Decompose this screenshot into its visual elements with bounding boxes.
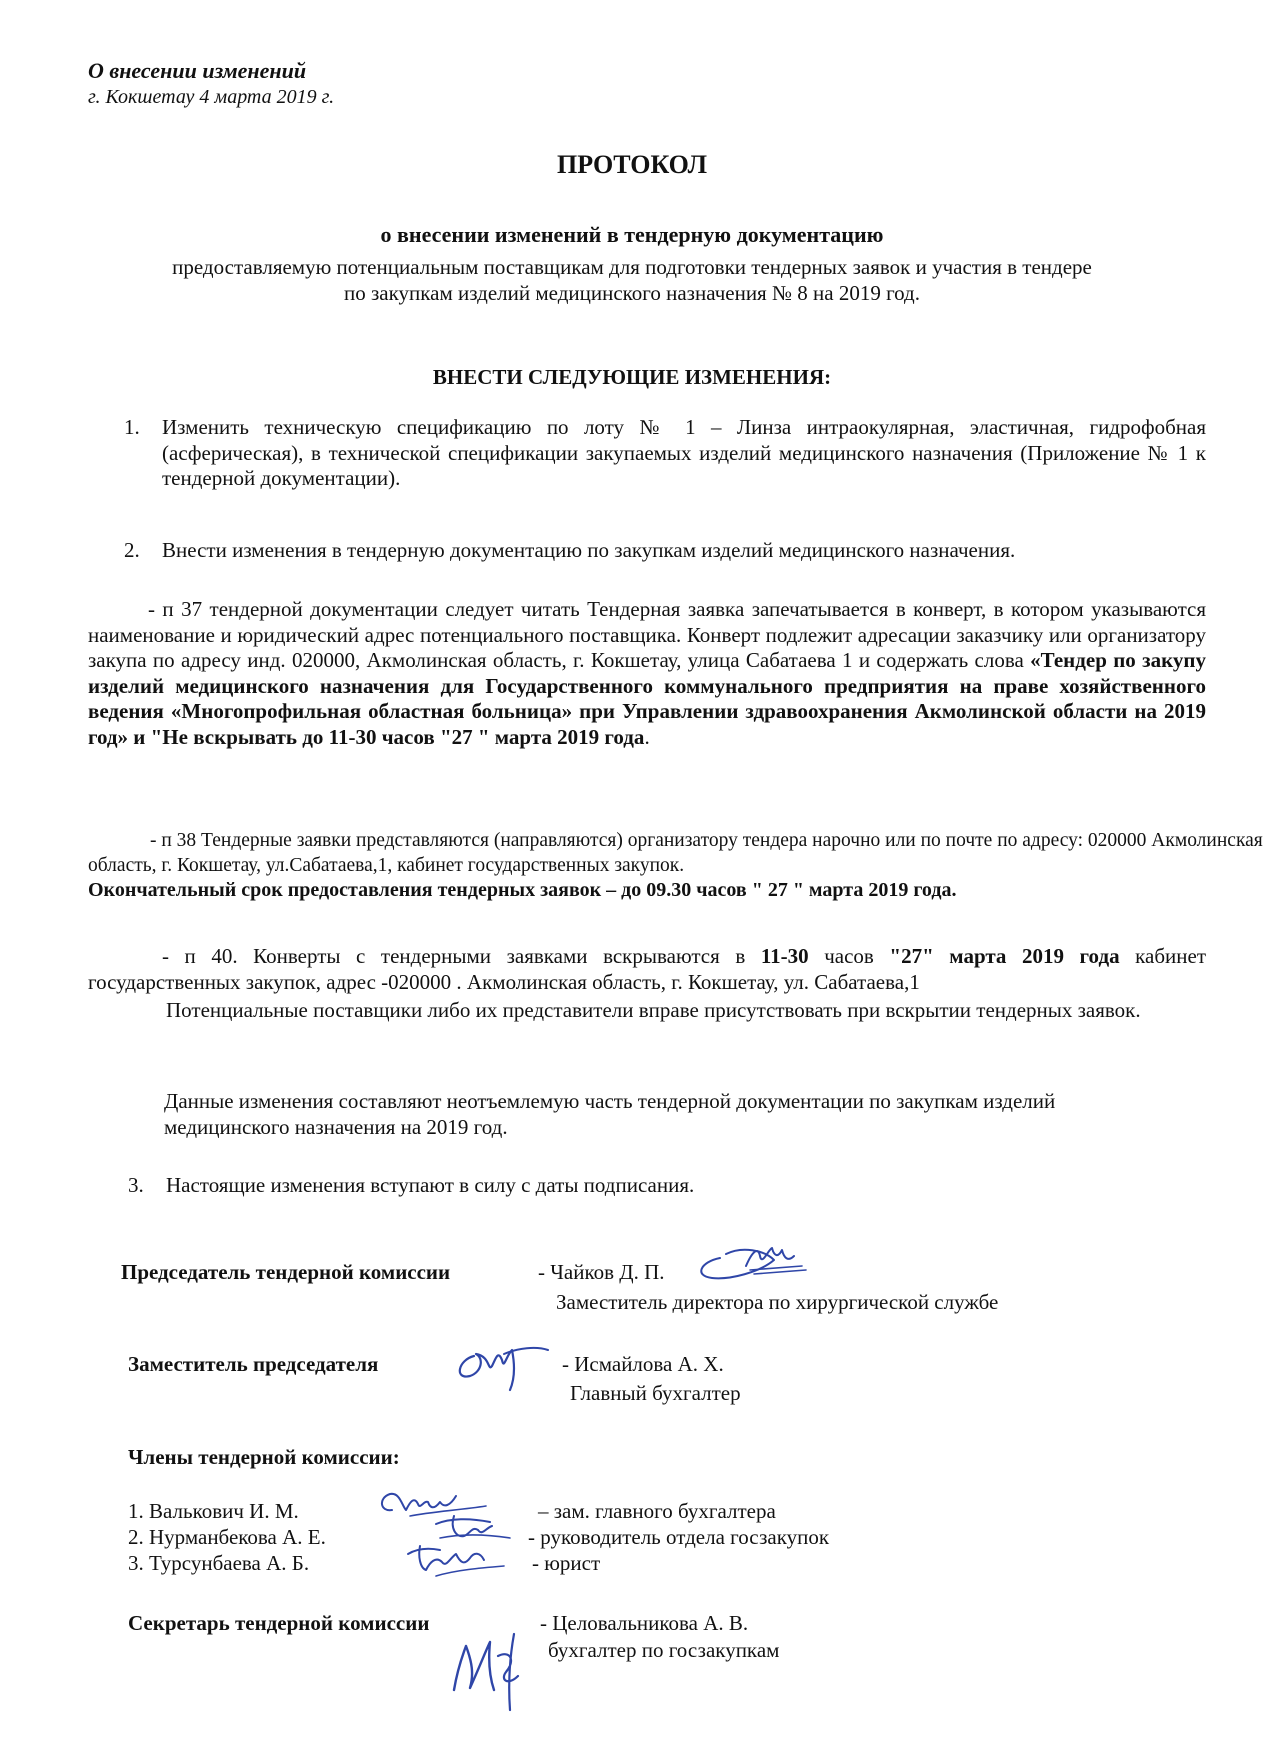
member-3-signature — [400, 1536, 510, 1580]
member-2-role: - руководитель отдела госзакупок — [528, 1525, 830, 1549]
paragraph-37-tail: . — [644, 724, 650, 749]
deputy-position: Главный бухгалтер — [570, 1381, 741, 1405]
paragraph-40-c: часов — [808, 944, 890, 968]
secretary-name: - Целовальникова А. В. — [540, 1611, 749, 1635]
deputy-name: - Исмайлова А. Х. — [562, 1352, 724, 1376]
member-3-name: 3. Турсунбаева А. Б. — [128, 1551, 310, 1575]
member-3-role: - юрист — [532, 1551, 601, 1575]
header-place-date: г. Кокшетау 4 марта 2019 г. — [88, 86, 335, 108]
header-title: О внесении изменений — [88, 58, 307, 83]
item-2-number: 2. — [124, 538, 140, 562]
chair-name: - Чайков Д. П. — [538, 1260, 665, 1284]
member-2-name: 2. Нурманбекова А. Е. — [128, 1525, 326, 1549]
deputy-signature — [444, 1336, 554, 1396]
secretary-signature — [444, 1616, 534, 1716]
paragraph-40-d: кабинет государственных закупок, адрес -020000 . Акмолинская область, г. Кокшетау, ул. Сабатаева,1 — [88, 944, 1207, 994]
chair-signature — [690, 1236, 810, 1282]
members-label: Члены тендерной комиссии: — [128, 1445, 400, 1469]
secretary-label: Секретарь тендерной комиссии — [128, 1611, 430, 1635]
member-1-name: 1. Валькович И. М. — [128, 1499, 299, 1523]
deputy-label: Заместитель председателя — [128, 1352, 379, 1376]
changes-heading: ВНЕСТИ СЛЕДУЮЩИЕ ИЗМЕНЕНИЯ: — [432, 365, 832, 389]
item-3-text: Настоящие изменения вступают в силу с даты подписания. — [166, 1173, 695, 1197]
paragraph-40 — [88, 943, 1206, 995]
doc-subtitle-line2: предоставляемую потенциальным поставщикам для подготовки тендерных заявок и участия в тендере — [172, 255, 1092, 279]
item-1-number: 1. — [124, 415, 140, 439]
paragraph-37-lead: - п 37 тендерной документации следует читать Тендерная заявка запечатывается в конверт, в котором указываются наименование и юридический адрес потенциального поставщика. Конверт подлежит адресации заказчику или организатору закупа по адресу инд. 020000, Акмолинская область, г. Кокшетау, улица Сабатаева 1 и содержать слова — [88, 597, 1206, 672]
paragraph-38: - п 38 Тендерные заявки представляются (направляются) организатору тендера нарочно или по почте по адресу: 020000 Акмолинская область, г. Кокшетау, ул.Сабатаева,1, кабинет государственных закупок. — [88, 830, 1263, 876]
doc-title: ПРОТОКОЛ — [557, 150, 707, 179]
member-1-role: – зам. главного бухгалтера — [538, 1499, 776, 1523]
item-2-text: Внести изменения в тендерную документацию по закупкам изделий медицинского назначения. — [162, 538, 1016, 562]
doc-subtitle-line3: по закупкам изделий медицинского назначения № 8 на 2019 год. — [344, 281, 920, 305]
paragraph-38-deadline: Окончательный срок предоставления тендерных заявок – до 09.30 часов " 27 " марта 2019 года. — [88, 879, 957, 901]
doc-subtitle: о внесении изменений в тендерную документацию — [380, 222, 884, 247]
paragraph-40-attendance: Потенциальные поставщики либо их представители вправе присутствовать при вскрытии тендерных заявок. — [166, 998, 1141, 1022]
paragraph-40-time: 11-30 — [760, 944, 809, 968]
item-1-text: Изменить техническую спецификацию по лоту № 1 – Линза интраокулярная, эластичная, гидрофобная (асферическая), в технической спецификации закупаемых изделий медицинского назначения (Приложение № 1 к тендерной документации). — [162, 415, 1206, 490]
paragraph-40-a: - п 40. Конверты с тендерными заявками вскрываются в — [162, 944, 761, 968]
paragraph-37 — [88, 597, 1206, 750]
chair-position: Заместитель директора по хирургической службе — [556, 1290, 999, 1314]
paragraph-40-date: "27" марта 2019 года — [889, 944, 1120, 968]
secretary-position: бухгалтер по госзакупкам — [548, 1638, 780, 1662]
item-3-number: 3. — [128, 1173, 144, 1197]
paragraph-37-bold: «Тендер по закупу изделий медицинского назначения для Государственного коммунального предприятия на праве хозяйственного ведения «Многопрофильная областная больница» при Управлении здравоохранения Акмолинской области на 2019 год» и "Не вскрывать до 11-30 часов "27 " марта 2019 года — [88, 648, 1206, 749]
integral-part-text: Данные изменения составляют неотъемлемую часть тендерной документации по закупкам изделий медицинского назначения на 2019 год. — [164, 1089, 1056, 1139]
chair-label: Председатель тендерной комиссии — [121, 1260, 451, 1284]
